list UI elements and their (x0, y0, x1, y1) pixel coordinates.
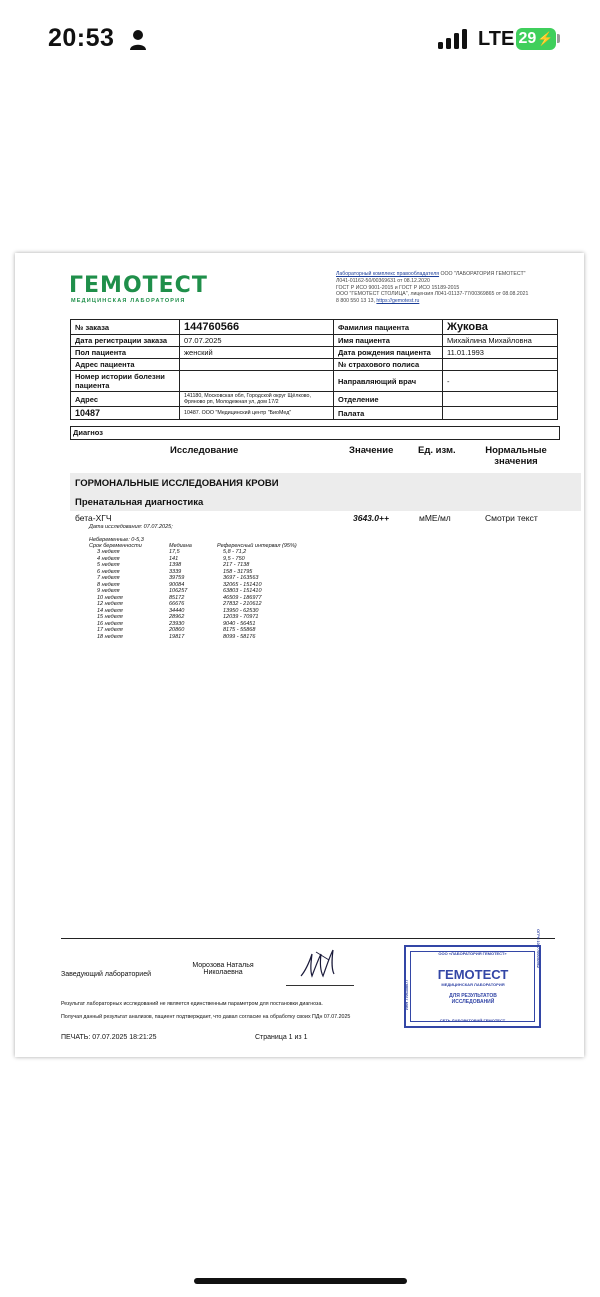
ref-term: 16 неделя (97, 620, 123, 627)
footer-divider (61, 938, 555, 939)
ref-term: 10 неделя (97, 594, 123, 601)
ref-median: 23930 (169, 620, 185, 627)
ref-median: 106257 (169, 588, 188, 594)
logo-title: ГЕМОТЕСТ (69, 273, 208, 298)
ref-term: 15 неделя (97, 614, 123, 620)
section-title: ГОРМОНАЛЬНЫЕ ИССЛЕДОВАНИЯ КРОВИ (75, 478, 279, 489)
battery-level: 29 (518, 30, 537, 47)
ref-range: 27832 - 210612 (223, 601, 262, 607)
clock: 20:53 (48, 24, 115, 52)
ref-median: 90084 (169, 581, 185, 588)
ref-median: 28962 (169, 614, 185, 620)
ref-median: 3339 (169, 568, 182, 575)
table-row: Адрес 141180, Московская обл, Городской округ Щёлково, Фряново рп, Молодежная ул, дом 17/2 Отделение (71, 392, 558, 407)
head-label: Заведующий лабораторией (61, 971, 151, 978)
ref-median: 19817 (169, 633, 185, 640)
ref-range: 13950 - 62530 (223, 607, 259, 614)
head-name: Морозова Наталья Николаевна (192, 962, 254, 976)
ref-median: 85172 (169, 594, 185, 601)
ref-range: 32065 - 151410 (223, 581, 262, 588)
home-indicator[interactable] (194, 1278, 407, 1284)
table-row: Дата регистрации заказа 07.07.2025 Имя пациента Михайлина Михайловна (71, 335, 558, 347)
test-unit: мМЕ/мл (419, 513, 451, 523)
charging-icon: ⚡ (537, 31, 554, 46)
ref-term: 14 неделя (97, 607, 123, 614)
ref-median: 1398 (169, 562, 182, 568)
ref-range: 12039 - 70971 (223, 614, 259, 620)
ref-range: 3697 - 163563 (223, 575, 259, 581)
ref-term: 3 неделя (97, 549, 120, 555)
diagnosis-row: Диагноз (70, 426, 560, 440)
ref-range: 8099 - 58176 (223, 633, 256, 640)
disclaimer: Результат лабораторных исследований не является единственным параметром для постановки диагноза. (61, 1001, 323, 1007)
website-link[interactable]: https://gemotest.ru (376, 298, 420, 305)
ref-range: 158 - 31795 (223, 568, 253, 575)
ref-term: 7 неделя (97, 575, 120, 581)
patient-name: Михайлина Михайловна (443, 335, 558, 347)
ref-col-range: Референсный интервал (95%) (217, 543, 297, 549)
ref-median: 66676 (169, 601, 185, 607)
ref-median: 39759 (169, 575, 185, 581)
logo-subtitle: МЕДИЦИНСКАЯ ЛАБОРАТОРИЯ (71, 298, 186, 304)
print-time: ПЕЧАТЬ: 07.07.2025 18:21:25 (61, 1034, 157, 1041)
col-study: Исследование (170, 445, 239, 456)
study-date: Дата исследования: 07.07.2025; (89, 524, 173, 530)
ref-term: 5 неделя (97, 562, 120, 568)
ref-range: 217 - 7138 (223, 562, 250, 568)
ref-term: 18 неделя (97, 633, 123, 640)
ref-term: 12 неделя (97, 601, 123, 607)
table-row: Адрес пациента № страхового полиса (71, 359, 558, 371)
person-icon (129, 29, 147, 51)
ref-col-term: Срок беременности (89, 543, 142, 549)
page-number: Страница 1 из 1 (255, 1034, 308, 1041)
network-type: LTE (478, 28, 515, 50)
patient-info-table (70, 319, 558, 420)
ref-term: 4 неделя (97, 555, 120, 562)
ref-range: 9040 - 56451 (223, 620, 256, 627)
col-unit: Ед. изм. (418, 445, 456, 456)
clinic-address: 141180, Московская обл, Городской округ Щёлково, Фряново рп, Молодежная ул, дом 17/2 (180, 392, 334, 407)
signature-line (286, 985, 354, 986)
ref-median: 141 (169, 555, 179, 562)
licence-link[interactable]: Лабораторный комплекс правообладателя (336, 271, 440, 277)
test-name: бета-ХГЧ (75, 513, 112, 523)
ref-nonpregnant: Небеременные: 0-5,3 (89, 537, 144, 543)
test-norm: Смотри текст (485, 513, 538, 523)
consent-note: Получая данный результат анализов, пациент подтверждает, что давал согласие на обработку своих ПДн 07.07.2025 (61, 1014, 351, 1020)
patient-surname: Жукова (443, 320, 558, 335)
lab-stamp: ООО «ЛАБОРАТОРИЯ ГЕМОТЕСТ» ГЕМОТЕСТ МЕДИЦИНСКАЯ ЛАБОРАТОРИЯ ДЛЯ РЕЗУЛЬТАТОВ ИССЛЕДОВАНИЙ СЕТЬ ЛАБОРАТОРИЙ ГЕМОТЕСТ ИНН 7706358077 ОГРН 1027700050962 (404, 945, 541, 1028)
ref-range: 9,5 - 750 (223, 555, 245, 562)
table-row: 10487 10487. ООО "Медицинский центр "БиоМед" Палата (71, 407, 558, 420)
table-row: Пол пациента женский Дата рождения пациента 11.01.1993 (71, 347, 558, 359)
ref-range: 8175 - 55868 (223, 627, 256, 633)
battery-cap (557, 34, 560, 43)
col-normal: Нормальные значения (485, 445, 547, 467)
subsection-title: Пренатальная диагностика (75, 497, 204, 508)
ref-term: 9 неделя (97, 588, 120, 594)
order-number: 144760566 (180, 320, 334, 335)
col-value: Значение (349, 445, 394, 456)
table-row: № заказа 144760566 Фамилия пациента Жукова (71, 320, 558, 335)
ref-median: 17,5 (169, 549, 180, 555)
ref-median: 20860 (169, 627, 185, 633)
ref-range: 5,8 - 71,2 (223, 549, 247, 555)
ref-median: 34440 (169, 607, 185, 614)
test-value: 3643.0++ (353, 513, 389, 523)
table-row: Номер истории болезни пациента Направляющий врач - (71, 371, 558, 392)
ref-term: 6 неделя (97, 568, 120, 575)
signature (298, 946, 344, 984)
signal-icon (438, 29, 468, 49)
ref-term: 17 неделя (97, 627, 123, 633)
ref-range: 46509 - 186977 (223, 594, 262, 601)
ref-range: 63803 - 151410 (223, 588, 262, 594)
licence-block: Лабораторный комплекс правообладателя ООО "ЛАБОРАТОРИЯ ГЕМОТЕСТ" Л041-01162-50/00369631 от 08.12.2020 ГОСТ Р ИСО 9001-2015 и ГОСТ Р ИСО 15189-2015 ООО "ГЕМОТЕСТ СТОЛИЦА", лицензия Л041-01137-77/00369865 от 08.08.2021 8 800 550 13 13, https://gemotest.ru (336, 271, 529, 305)
battery-icon (516, 28, 556, 50)
ref-term: 8 неделя (97, 581, 120, 588)
document-page (15, 253, 584, 1057)
status-bar (0, 0, 600, 80)
ref-col-median: Медиана (169, 543, 192, 549)
